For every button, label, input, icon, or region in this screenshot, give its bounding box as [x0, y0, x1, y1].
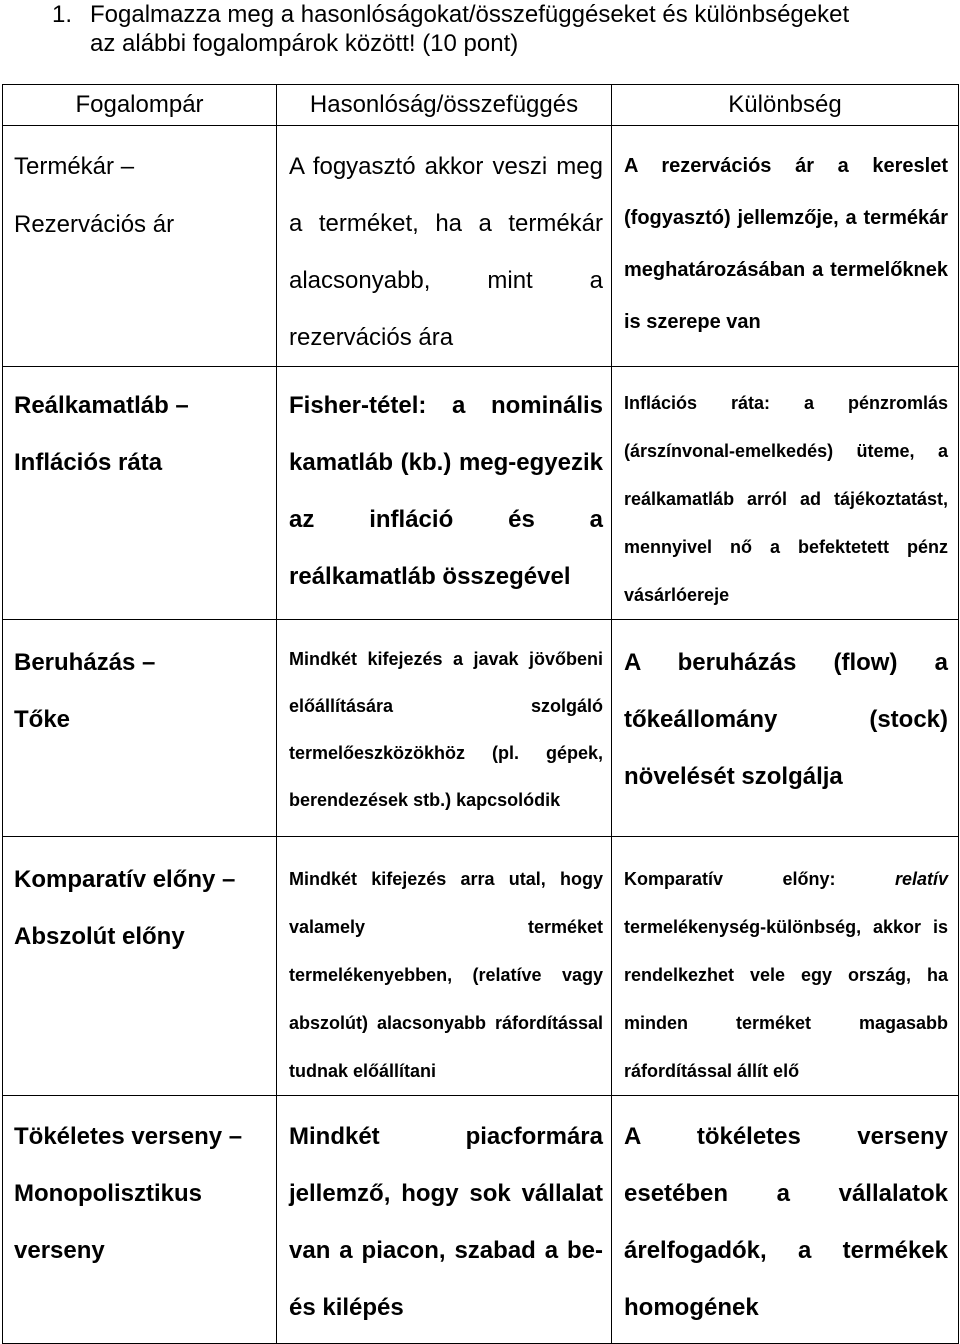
concept-pair-cell [3, 126, 276, 254]
concept-comparison-table [2, 84, 959, 1344]
concept-term: Tökéletes verseny – [14, 1123, 243, 1150]
header-difference: Különbség [612, 85, 959, 126]
question-text-line2: az alábbi fogalompárok között! (10 pont) [90, 30, 519, 57]
table-row [3, 620, 959, 837]
header-concept-pair: Fogalompár [3, 85, 277, 126]
difference-cell: A beruházás (flow) a tőkeállomány (stock) növelését szolgálja [624, 649, 948, 790]
concept-term: Reálkamatláb – [14, 392, 189, 419]
question-number: 1. [52, 1, 73, 28]
table-header-row [3, 85, 959, 126]
difference-cell: Inflációs ráta: a pénzromlás (árszínvonal-emelkedés) üteme, a reálkamatláb arról ad tájékoztatást, mennyivel nő a befektetett pénz vásárlóereje [624, 393, 948, 605]
concept-term: Beruházás – [14, 649, 156, 676]
concept-term: Inflációs ráta [14, 449, 163, 476]
concept-term: Rezervációs ár [14, 211, 175, 238]
similarity-cell: Mindkét piacformára jellemző, hogy sok vállalat van a piacon, szabad a be- és kilépés [289, 1123, 603, 1321]
similarity-cell: Mindkét kifejezés a javak jövőbeni előállítására szolgáló termelőeszközökhöz (pl. gépek, berendezések stb.) kapcsolódik [289, 649, 603, 810]
concept-pair-cell [3, 367, 276, 491]
difference-cell: A rezervációs ár a kereslet (fogyasztó) jellemzője, a termékár meghatározásában a termelőknek is szerepe van [624, 155, 948, 333]
concept-term: Abszolút előny [14, 923, 185, 950]
table-row [3, 1096, 959, 1344]
similarity-cell: Mindkét kifejezés arra utal, hogy valamely terméket termelékenyebben, (relatíve vagy abszolút) alacsonyabb ráfordítással tudnak előállítani [289, 869, 603, 1081]
concept-pair-cell [3, 837, 276, 965]
concept-term: Monopolisztikus [14, 1180, 202, 1207]
difference-cell [612, 837, 958, 1095]
table-row [3, 837, 959, 1096]
concept-term: Komparatív előny – [14, 866, 236, 893]
header-similarity: Hasonlóság/összefüggés [277, 85, 612, 126]
difference-emphasis: relatív [894, 869, 948, 889]
concept-term: Termékár – [14, 153, 135, 180]
similarity-cell: Fisher-tétel: a nominális kamatláb (kb.) meg-egyezik az infláció és a reálkamatláb összegével [289, 392, 603, 590]
table-row [3, 367, 959, 620]
table-row [3, 126, 959, 367]
question-text-line1: Fogalmazza meg a hasonlóságokat/összefüggéseket és különbségeket [90, 1, 850, 28]
difference-rest: termelékenység-különbség, akkor is rendelkezhet vele egy ország, ha minden terméket magasabb ráfordítással állít elő [624, 917, 948, 1081]
difference-prefix: Komparatív előny: [624, 869, 895, 889]
concept-pair-cell [3, 1096, 276, 1279]
difference-cell: A tökéletes verseny esetében a vállalatok árelfogadók, a termékek homogének [624, 1123, 948, 1321]
concept-term: Tőke [14, 706, 71, 733]
concept-pair-cell [3, 620, 276, 748]
similarity-cell: A fogyasztó akkor veszi meg a terméket, ha a termékár alacsonyabb, mint a rezervációs ára [289, 153, 603, 351]
concept-term: verseny [14, 1237, 105, 1264]
